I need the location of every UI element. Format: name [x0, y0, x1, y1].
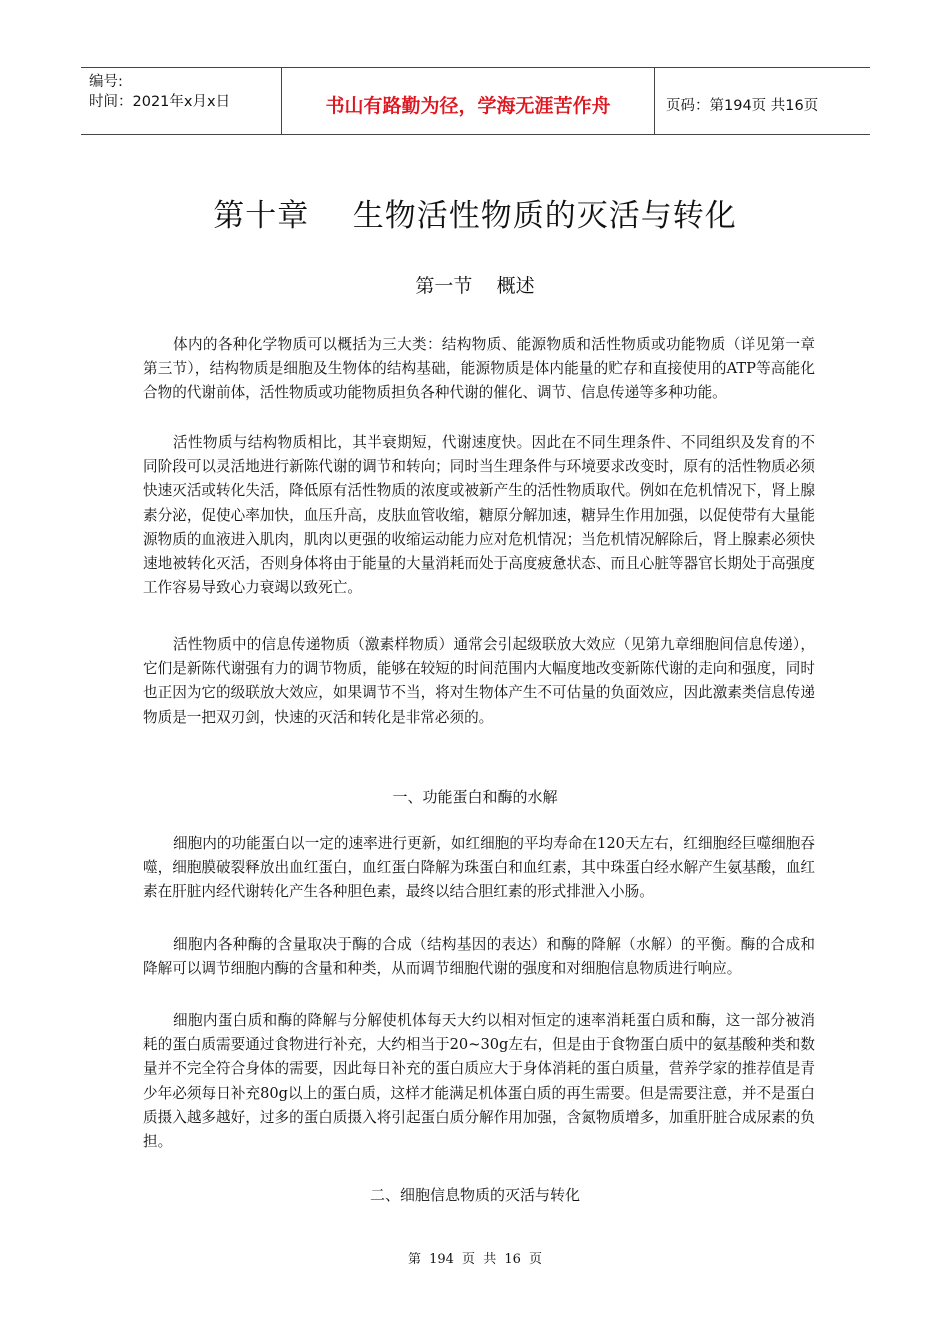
- intro-paragraph-1: 体内的各种化学物质可以概括为三大类：结构物质、能源物质和活性物质或功能物质（详见第一章第三节），结构物质是细胞及生物体的结构基础，能源物质是体内能量的贮存和直接使用的ATP等高能化合物的代谢前体，活性物质或功能物质担负各种代谢的催化、调节、信息传递等多种功能。: [143, 336, 815, 402]
- page-header: [81, 67, 870, 135]
- document-number-label: 编号:: [89, 74, 123, 90]
- sub1-paragraph-1: 细胞内的功能蛋白以一定的速率进行更新，如红细胞的平均寿命在120天左右，红细胞经巨噬细胞吞噬，细胞膜破裂释放出血红蛋白，血红蛋白降解为珠蛋白和血红素，其中珠蛋白经水解产生氨基酸，血红素在肝脏内经代谢转化产生各种胆色素，最终以结合胆红素的形式排泄入小肠。: [143, 835, 815, 901]
- sub1-paragraph-3: 细胞内蛋白质和酶的降解与分解使机体每天大约以相对恒定的速率消耗蛋白质和酶，这一部分被消耗的蛋白质需要通过食物进行补充，大约相当于20~30g左右，但是由于食物蛋白质中的氨基酸种类和数量并不完全符合身体的需要，因此每日补充的蛋白质应大于身体消耗的蛋白质量，营养学家的推荐值是青少年必须每日补充80g以上的蛋白质，这样才能满足机体蛋白质的再生需要。但是需要注意，并不是蛋白质摄入越多越好，过多的蛋白质摄入将引起蛋白质分解作用加强，含氮物质增多，加重肝脏合成尿素的负担。: [143, 1012, 815, 1151]
- section-title: 第一节 概述: [415, 275, 535, 297]
- chapter-title: 第十章 生物活性物质的灭活与转化: [213, 198, 737, 234]
- page-footer: 第 194 页 共 16 页: [407, 1252, 543, 1267]
- header-page-info: 页码：第194页 共16页: [666, 97, 819, 114]
- intro-paragraph-3: 活性物质中的信息传递物质（激素样物质）通常会引起级联放大效应（见第九章细胞间信息传递），它们是新陈代谢强有力的调节物质，能够在较短的时间范围内大幅度地改变新陈代谢的走向和强度，同时也正因为它的级联放大效应，如果调节不当，将对生物体产生不可估量的负面效应，因此激素类信息传递物质是一把双刃剑，快速的灭活和转化是非常必须的。: [143, 636, 815, 726]
- document-date: 时间：2021年x月x日: [89, 94, 231, 110]
- subsection-title-2: 二、细胞信息物质的灭活与转化: [369, 1186, 580, 1204]
- subsection-title-1: 一、功能蛋白和酶的水解: [392, 788, 558, 806]
- header-meta: [81, 68, 282, 134]
- sub1-paragraph-2: 细胞内各种酶的含量取决于酶的合成（结构基因的表达）和酶的降解（水解）的平衡。酶的合成和降解可以调节细胞内酶的含量和种类，从而调节细胞代谢的强度和对细胞信息物质进行响应。: [143, 936, 815, 978]
- intro-paragraph-2: 活性物质与结构物质相比，其半衰期短，代谢速度快。因此在不同生理条件、不同组织及发育的不同阶段可以灵活地进行新陈代谢的调节和转向；同时当生理条件与环境要求改变时，原有的活性物质必须快速灭活或转化失活，降低原有活性物质的浓度或被新产生的活性物质取代。例如在危机情况下，肾上腺素分泌，促使心率加快，血压升高，皮肤血管收缩，糖原分解加速，糖异生作用加强，以促使带有大量能源物质的血液进入肌肉，肌肉以更强的收缩运动能力应对危机情况；当危机情况解除后，肾上腺素必须快速地被转化灭活，否则身体将由于能量的大量消耗而处于高度疲惫状态、而且心脏等器官长期处于高强度工作容易导致心力衰竭以致死亡。: [143, 434, 815, 597]
- header-motto: 书山有路勤为径，学海无涯苦作舟: [282, 68, 655, 134]
